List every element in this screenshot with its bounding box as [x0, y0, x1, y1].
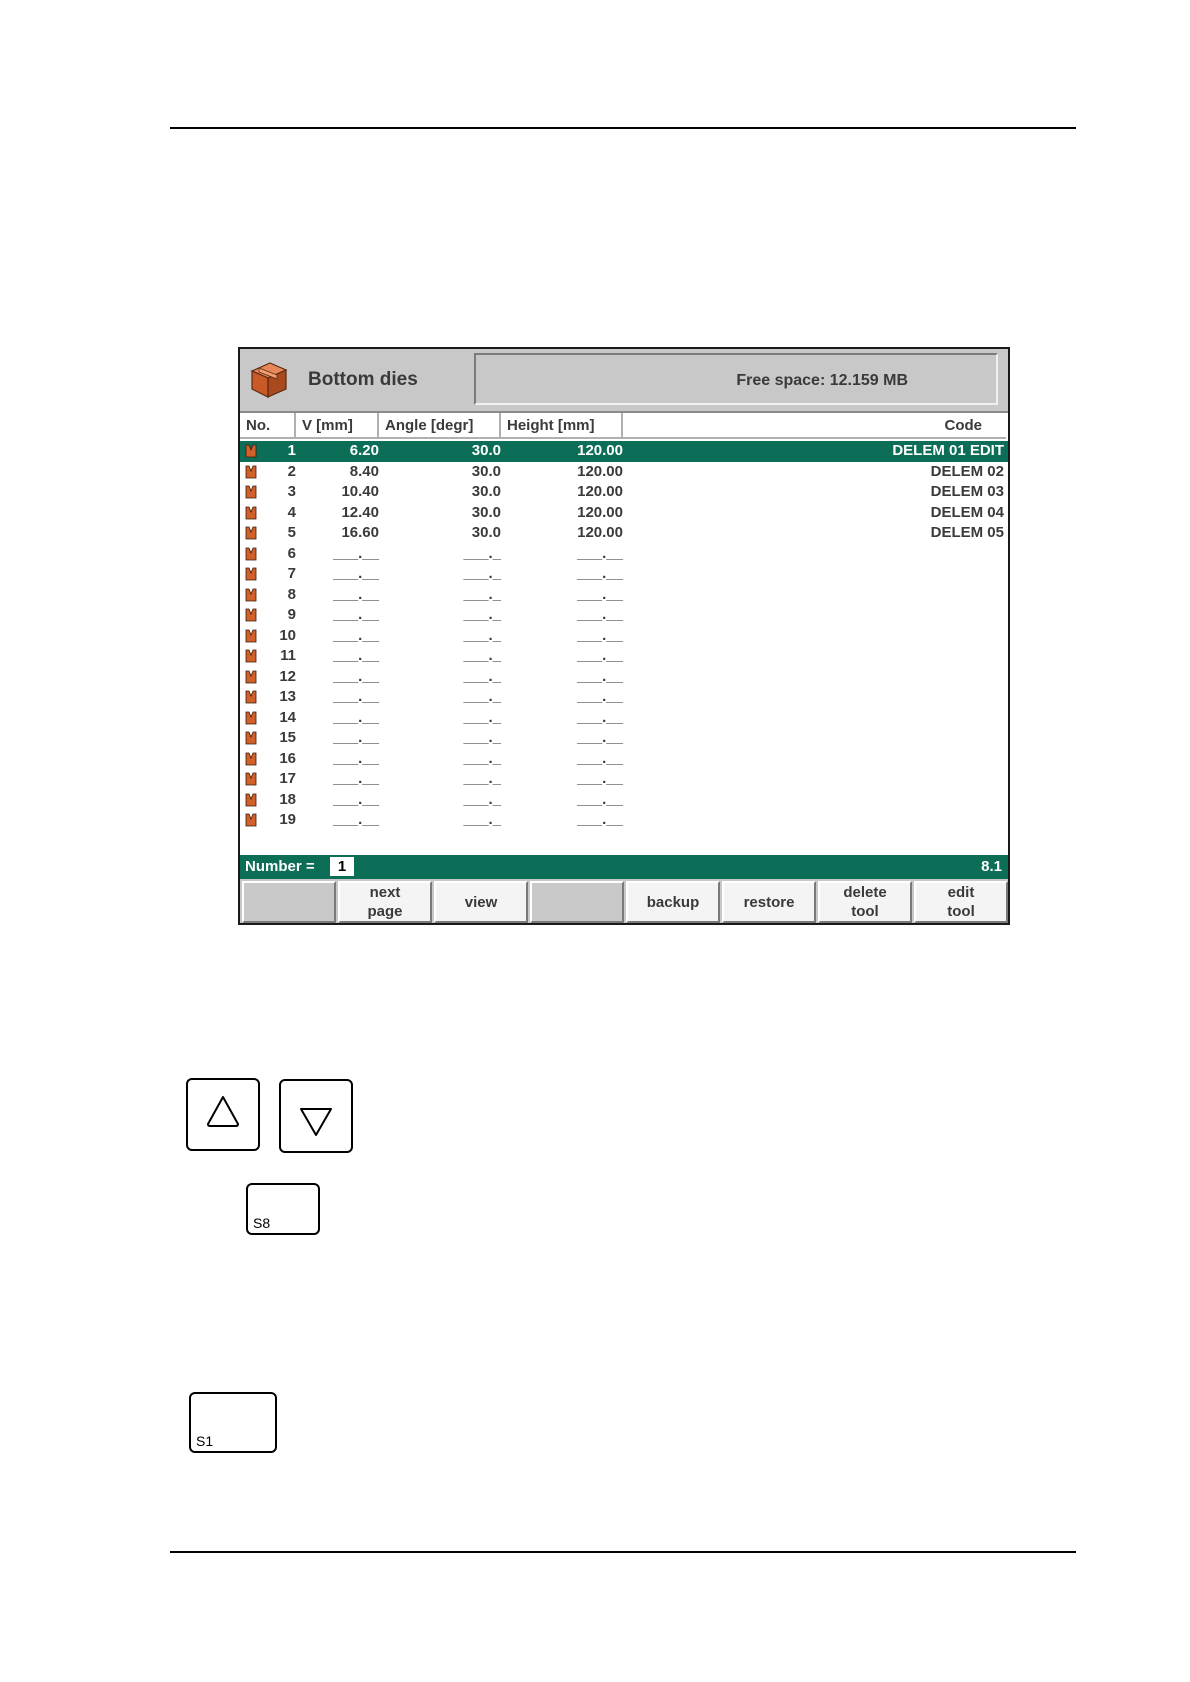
- cell-no: 19: [279, 811, 296, 828]
- column-header-code: Code: [623, 413, 1006, 439]
- cell-code: DELEM 03: [930, 483, 1004, 500]
- cell-angle: ___._: [463, 749, 501, 767]
- cell-angle: ___._: [463, 647, 501, 664]
- triangle-up-icon: [188, 1080, 258, 1149]
- bottom-dies-screen: [238, 347, 1010, 925]
- cell-angle: ___._: [463, 626, 501, 644]
- cell-angle: ___._: [463, 565, 501, 582]
- s1-key[interactable]: [189, 1392, 277, 1453]
- bottom-die-icon: [245, 731, 257, 745]
- cell-height: ___.__: [577, 770, 623, 787]
- cell-v: ___.__: [333, 565, 379, 582]
- table-row[interactable]: [240, 646, 1008, 667]
- cell-angle: ___._: [463, 811, 501, 828]
- table-row[interactable]: [240, 687, 1008, 708]
- screen-title: Bottom dies: [308, 369, 418, 390]
- cell-v: 16.60: [341, 524, 379, 541]
- edit-tool-button[interactable]: edit tool: [914, 881, 1008, 923]
- cell-angle: 30.0: [471, 503, 501, 521]
- cell-code: DELEM 04: [930, 503, 1004, 521]
- cell-v: 6.20: [349, 442, 379, 459]
- table-row[interactable]: [240, 626, 1008, 647]
- cell-angle: 30.0: [471, 462, 501, 480]
- cell-v: ___.__: [333, 749, 379, 767]
- bottom-die-icon: [245, 690, 257, 704]
- bottom-die-icon: [245, 608, 257, 622]
- bottom-die-icon: [245, 793, 257, 807]
- cell-no: 3: [287, 483, 296, 500]
- cell-no: 1: [287, 442, 296, 459]
- cell-height: ___.__: [577, 688, 623, 705]
- table-row[interactable]: [240, 523, 1008, 544]
- cell-no: 8: [287, 585, 296, 603]
- cell-v: ___.__: [333, 626, 379, 644]
- cell-height: ___.__: [577, 729, 623, 746]
- table-row[interactable]: [240, 810, 1008, 831]
- softkey-4[interactable]: [530, 881, 624, 923]
- cell-no: 16: [279, 749, 296, 767]
- cell-no: 9: [287, 606, 296, 623]
- cell-angle: ___._: [463, 790, 501, 808]
- softkey-bar: [240, 879, 1008, 923]
- cell-no: 18: [279, 790, 296, 808]
- bottom-die-icon: [245, 526, 257, 540]
- cell-no: 6: [287, 544, 296, 562]
- number-label: Number =: [245, 858, 315, 875]
- version-label: 8.1: [981, 858, 1002, 875]
- arrow-up-key[interactable]: [186, 1078, 260, 1151]
- cell-no: 11: [280, 647, 296, 664]
- column-header-height: Height [mm]: [501, 413, 623, 439]
- table-row[interactable]: [240, 585, 1008, 606]
- bottom-die-icon: [245, 629, 257, 643]
- cell-no: 13: [279, 688, 296, 705]
- cell-no: 4: [287, 503, 296, 521]
- softkey-1[interactable]: [242, 881, 336, 923]
- cell-no: 14: [279, 708, 296, 726]
- cell-v: ___.__: [333, 729, 379, 746]
- table-row[interactable]: [240, 728, 1008, 749]
- status-bar: [240, 855, 1008, 879]
- table-row[interactable]: [240, 544, 1008, 565]
- cell-height: ___.__: [577, 606, 623, 623]
- table-row[interactable]: [240, 564, 1008, 585]
- table-row[interactable]: [240, 749, 1008, 770]
- s8-key-label: S8: [253, 1215, 271, 1231]
- cell-no: 5: [287, 524, 296, 541]
- number-input[interactable]: 1: [330, 857, 354, 876]
- bottom-die-icon: [245, 444, 257, 458]
- cell-no: 12: [279, 667, 296, 685]
- cell-height: ___.__: [577, 667, 623, 685]
- cell-height: ___.__: [577, 647, 623, 664]
- column-header-v: V [mm]: [296, 413, 379, 439]
- bottom-die-icon: [245, 772, 257, 786]
- cell-angle: ___._: [463, 729, 501, 746]
- cell-no: 7: [287, 565, 296, 582]
- cell-v: ___.__: [333, 647, 379, 664]
- die-table: [240, 441, 1008, 831]
- cell-v: ___.__: [333, 585, 379, 603]
- cell-height: ___.__: [577, 749, 623, 767]
- free-space-text: Free space: 12.159 MB: [736, 372, 908, 389]
- table-row[interactable]: [240, 708, 1008, 729]
- cell-code: DELEM 02: [930, 462, 1004, 480]
- box-icon: [248, 359, 290, 401]
- cell-angle: 30.0: [471, 483, 501, 500]
- cell-angle: 30.0: [471, 524, 501, 541]
- next-page-button[interactable]: next page: [338, 881, 432, 923]
- cell-no: 2: [287, 462, 296, 480]
- cell-v: 10.40: [341, 483, 379, 500]
- cell-angle: ___._: [463, 667, 501, 685]
- cell-code: DELEM 05: [930, 524, 1004, 541]
- cell-no: 10: [279, 626, 296, 644]
- cell-v: 12.40: [341, 503, 379, 521]
- cell-v: ___.__: [333, 811, 379, 828]
- table-row[interactable]: [240, 441, 1008, 462]
- table-header: [240, 413, 1008, 439]
- cell-height: 120.00: [577, 483, 623, 500]
- cell-height: ___.__: [577, 585, 623, 603]
- cell-v: ___.__: [333, 544, 379, 562]
- backup-button[interactable]: backup: [626, 881, 720, 923]
- restore-button[interactable]: restore: [722, 881, 816, 923]
- bottom-die-icon: [245, 485, 257, 499]
- cell-v: ___.__: [333, 688, 379, 705]
- s8-key[interactable]: [246, 1183, 320, 1235]
- table-row[interactable]: [240, 790, 1008, 811]
- cell-code: DELEM 01 EDIT: [892, 442, 1004, 459]
- screen-header: [240, 349, 1008, 413]
- s1-key-label: S1: [196, 1433, 214, 1449]
- cell-height: 120.00: [577, 524, 623, 541]
- cell-height: ___.__: [577, 544, 623, 562]
- cell-no: 17: [279, 770, 296, 787]
- table-row[interactable]: [240, 462, 1008, 483]
- cell-angle: ___._: [463, 688, 501, 705]
- cell-v: ___.__: [333, 790, 379, 808]
- cell-height: 120.00: [577, 442, 623, 459]
- cell-height: ___.__: [577, 565, 623, 582]
- arrow-down-key[interactable]: [279, 1079, 353, 1153]
- column-header-angle: Angle [degr]: [379, 413, 501, 439]
- cell-v: ___.__: [333, 606, 379, 623]
- cell-v: ___.__: [333, 708, 379, 726]
- free-space-panel: [474, 353, 998, 405]
- delete-tool-button[interactable]: delete tool: [818, 881, 912, 923]
- bottom-die-icon: [245, 547, 257, 561]
- cell-v: 8.40: [349, 462, 379, 480]
- triangle-down-icon: [281, 1081, 351, 1151]
- cell-angle: ___._: [463, 606, 501, 623]
- bottom-die-icon: [245, 813, 257, 827]
- bottom-die-icon: [245, 506, 257, 520]
- bottom-die-icon: [245, 752, 257, 766]
- view-button[interactable]: view: [434, 881, 528, 923]
- cell-height: 120.00: [577, 503, 623, 521]
- page-top-rule: [170, 127, 1076, 129]
- cell-angle: ___._: [463, 585, 501, 603]
- cell-v: ___.__: [333, 667, 379, 685]
- bottom-die-icon: [245, 465, 257, 479]
- bottom-die-icon: [245, 588, 257, 602]
- cell-angle: ___._: [463, 770, 501, 787]
- cell-height: ___.__: [577, 626, 623, 644]
- bottom-die-icon: [245, 670, 257, 684]
- cell-no: 15: [279, 729, 296, 746]
- bottom-die-icon: [245, 711, 257, 725]
- bottom-die-icon: [245, 649, 257, 663]
- bottom-die-icon: [245, 567, 257, 581]
- page-bottom-rule: [170, 1551, 1076, 1553]
- cell-angle: ___._: [463, 708, 501, 726]
- cell-v: ___.__: [333, 770, 379, 787]
- cell-height: ___.__: [577, 811, 623, 828]
- cell-height: ___.__: [577, 708, 623, 726]
- table-row[interactable]: [240, 769, 1008, 790]
- table-row[interactable]: [240, 667, 1008, 688]
- table-row[interactable]: [240, 605, 1008, 626]
- cell-height: ___.__: [577, 790, 623, 808]
- cell-angle: ___._: [463, 544, 501, 562]
- table-row[interactable]: [240, 503, 1008, 524]
- table-row[interactable]: [240, 482, 1008, 503]
- cell-height: 120.00: [577, 462, 623, 480]
- cell-angle: 30.0: [471, 442, 501, 459]
- column-header-no: No.: [240, 413, 296, 439]
